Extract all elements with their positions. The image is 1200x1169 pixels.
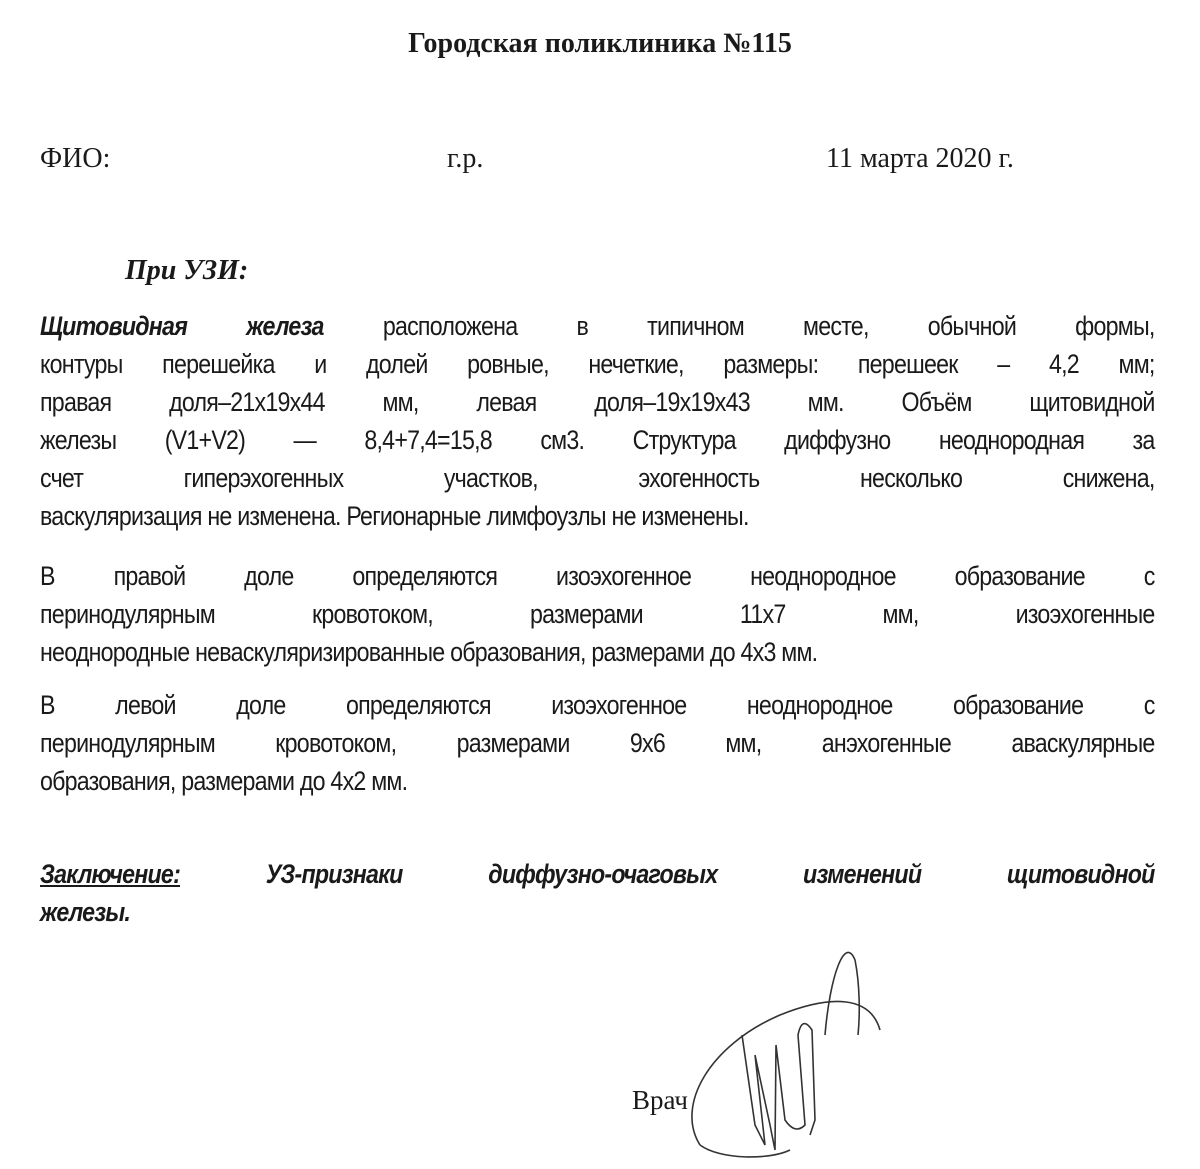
- exam-date: 11 марта 2020 г.: [826, 143, 1014, 174]
- text-line: перинодулярным кровотоком, размерами 9x6 мм, анэхогенные аваскулярные: [40, 728, 1155, 758]
- conclusion-label: Заключение:: [40, 859, 181, 889]
- organ-name: Щитовидная железа: [40, 311, 324, 341]
- doctor-label: Врач: [632, 1085, 688, 1115]
- text-line: васкуляризация не изменена. Регионарные лимфоузлы не изменены.: [40, 501, 749, 531]
- text-line: образования, размерами до 4x2 мм.: [40, 766, 408, 796]
- birth-year-label: г.р.: [447, 143, 484, 174]
- right-lobe-paragraph: [40, 557, 1155, 671]
- conclusion: [40, 855, 1155, 931]
- text-line: неоднородные неваскуляризированные образования, размерами до 4x3 мм.: [40, 637, 818, 667]
- text-line: железы (V1+V2) — 8,4+7,4=15,8 см3. Структура диффузно неоднородная за: [40, 425, 1155, 455]
- text-line: В левой доле определяются изоэхогенное неоднородное образование с: [40, 690, 1155, 720]
- text-span: расположена в типичном месте, обычной формы,: [323, 311, 1155, 341]
- text-line: [40, 307, 1155, 345]
- text-span: УЗ-признаки диффузно-очаговых изменений щитовидной: [180, 859, 1155, 889]
- text-line: [40, 855, 1155, 893]
- thyroid-paragraph: [40, 307, 1155, 535]
- text-line: счет гиперэхогенных участков, эхогенность несколько снижена,: [40, 463, 1155, 493]
- signature-icon: [680, 935, 900, 1165]
- fio-label: ФИО:: [40, 143, 111, 174]
- section-title: При УЗИ:: [125, 255, 249, 286]
- text-line: перинодулярным кровотоком, размерами 11x7 мм, изоэхогенные: [40, 599, 1155, 629]
- left-lobe-paragraph: [40, 686, 1155, 800]
- clinic-title: Городская поликлиника №115: [408, 28, 792, 59]
- text-line: В правой доле определяются изоэхогенное неоднородное образование с: [40, 561, 1155, 591]
- text-line: правая доля–21x19x44 мм, левая доля–19x19x43 мм. Объём щитовидной: [40, 387, 1155, 417]
- text-line: контуры перешейка и долей ровные, нечеткие, размеры: перешеек – 4,2 мм;: [40, 349, 1155, 379]
- text-line: железы.: [40, 897, 131, 927]
